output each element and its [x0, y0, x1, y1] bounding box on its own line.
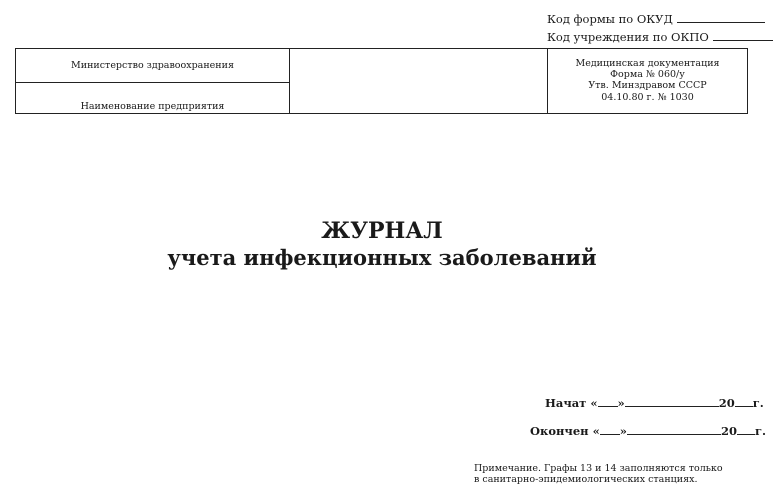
started-month-field[interactable]: [625, 396, 719, 407]
okud-code-row: [547, 12, 765, 26]
form-number-text: Форма № 060/у: [610, 69, 685, 81]
footnote-line-2: в санитарно-эпидемиологических станциях.: [474, 474, 698, 485]
med-doc-text: Медицинская документация: [575, 58, 720, 69]
approval-date-text: 04.10.80 г. № 1030: [601, 91, 694, 103]
ministry-field[interactable]: [16, 49, 289, 83]
ended-month-field[interactable]: [627, 424, 721, 435]
year-prefix: 20: [718, 396, 735, 410]
ministry-label: Министерство здравоохранения: [71, 60, 234, 71]
quote-close: »: [619, 424, 627, 438]
okpo-label: Код учреждения по ОКПО: [547, 30, 709, 44]
year-suffix: г.: [754, 424, 767, 438]
year-prefix: 20: [720, 424, 737, 438]
form-info-cell: [548, 49, 747, 113]
okpo-code-row: [547, 30, 773, 44]
ended-day-field[interactable]: [600, 424, 620, 435]
footnote-line-1: Примечание. Графы 13 и 14 заполняются только: [474, 463, 723, 474]
started-date-row: [545, 396, 764, 410]
enterprise-label: Наименование предприятия: [80, 101, 225, 112]
okpo-field[interactable]: [713, 30, 773, 41]
journal-title: ЖУРНАЛ: [321, 218, 443, 244]
enterprise-field[interactable]: [16, 83, 289, 113]
ended-date-row: [530, 424, 766, 438]
okud-field[interactable]: [677, 12, 765, 23]
footnote: [474, 463, 723, 485]
ended-year-field[interactable]: [737, 424, 755, 435]
started-label: Начат «: [545, 396, 598, 410]
ended-label: Окончен «: [530, 424, 600, 438]
quote-close: »: [617, 396, 625, 410]
year-suffix: г.: [752, 396, 764, 410]
header-table: [15, 48, 748, 114]
organization-cell: [16, 49, 290, 113]
approved-by-text: Утв. Минздравом СССР: [588, 80, 707, 92]
blank-cell: [290, 49, 548, 113]
journal-subtitle: учета инфекционных заболеваний: [167, 245, 597, 270]
started-year-field[interactable]: [735, 396, 753, 407]
started-day-field[interactable]: [598, 396, 618, 407]
okud-label: Код формы по ОКУД: [547, 12, 673, 26]
